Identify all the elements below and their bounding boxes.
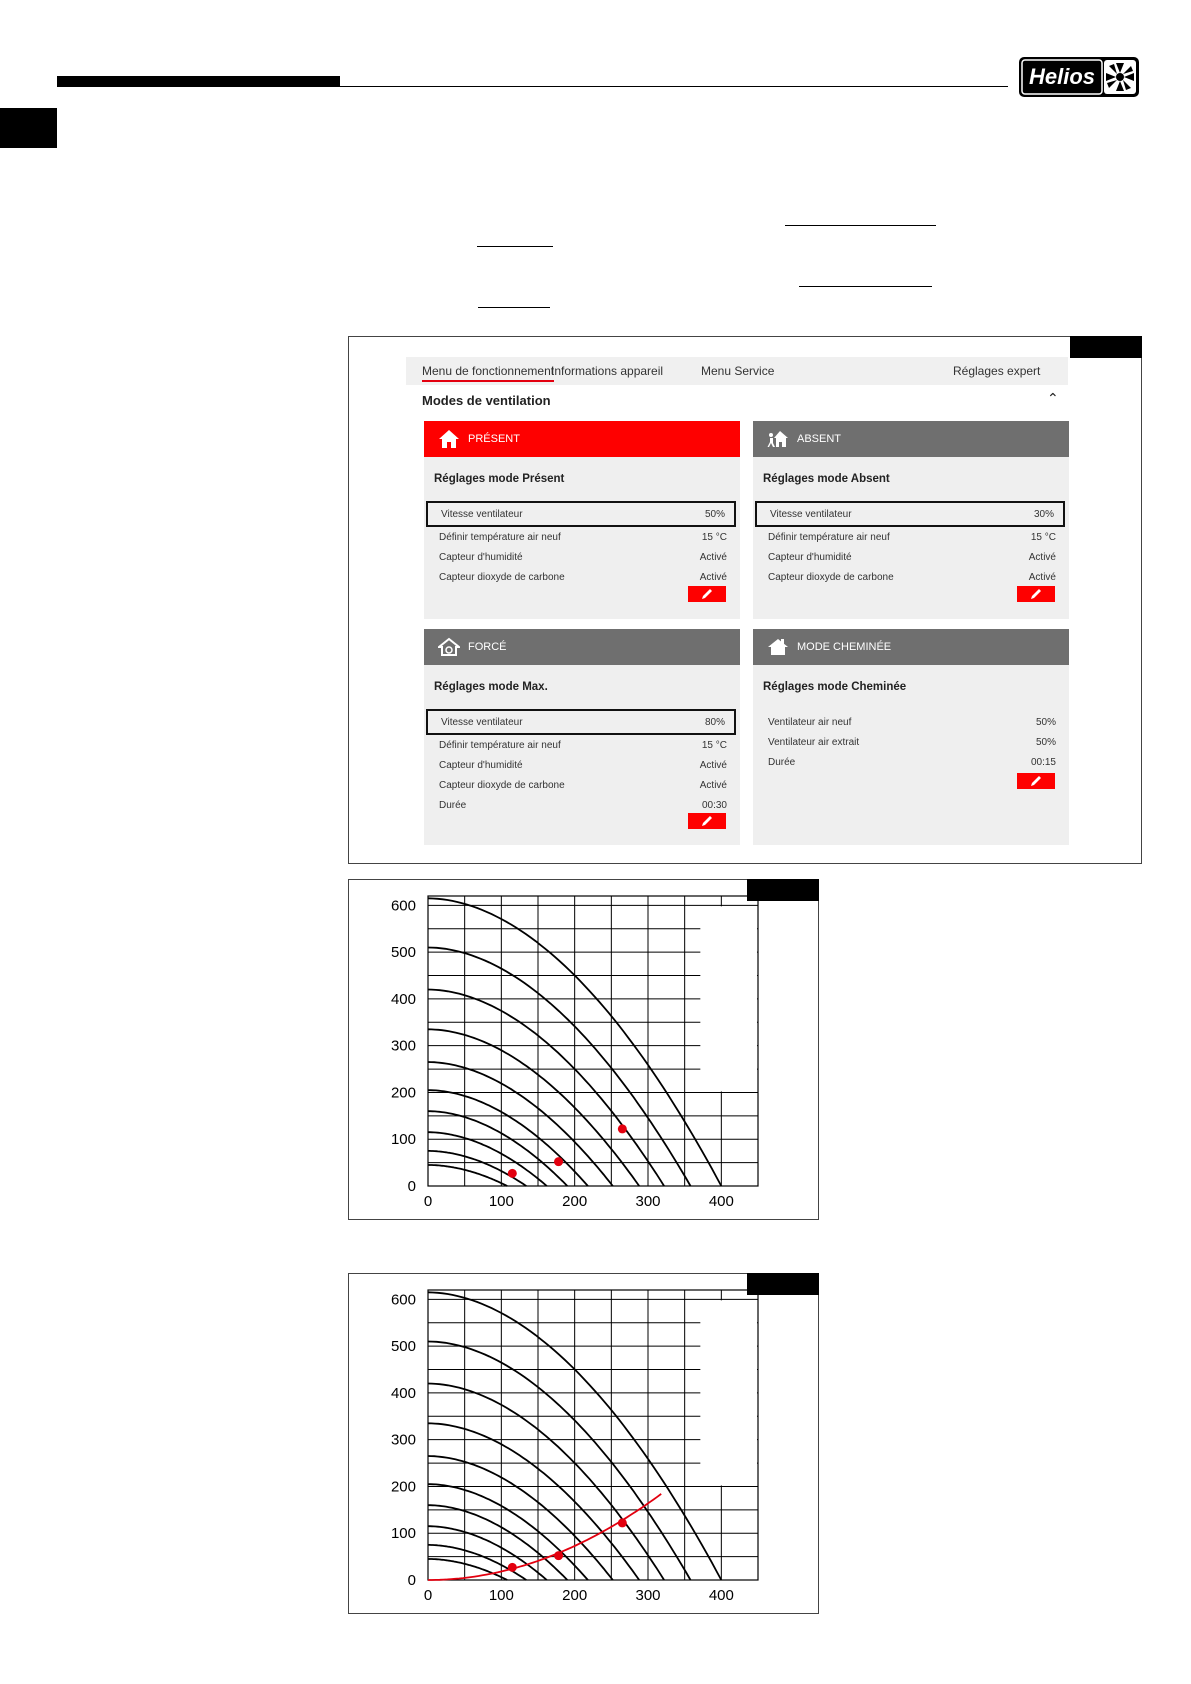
ui-screenshot (348, 336, 1142, 864)
y-tick-label: 100 (390, 1525, 416, 1543)
x-tick-label: 100 (488, 1587, 514, 1604)
underline-mark (785, 225, 936, 226)
setting-row (755, 547, 1065, 567)
chart-fan-curves-2 (348, 1273, 819, 1614)
setting-value: 15 °C (1030, 531, 1056, 543)
edit-present-button[interactable] (688, 586, 726, 602)
y-tick-label: 200 (390, 1084, 416, 1102)
card-force-header[interactable] (424, 629, 740, 665)
setting-row (426, 567, 736, 587)
y-tick-label: 300 (390, 1431, 416, 1449)
setting-label: Vitesse ventilateur (770, 508, 852, 520)
setting-row (426, 775, 736, 795)
card-cheminee (753, 629, 1069, 845)
setting-value: Activé (699, 779, 727, 791)
setting-value: 50% (704, 508, 725, 520)
house-icon (438, 429, 460, 449)
section-title: Modes de ventilation (422, 393, 551, 408)
x-tick-label: 400 (708, 1587, 734, 1604)
x-tick-label: 200 (562, 1587, 588, 1604)
card-absent-title: Réglages mode Absent (763, 473, 890, 485)
setting-value: 30% (1033, 508, 1054, 520)
edit-cheminee-button[interactable] (1017, 773, 1055, 789)
chart-svg (349, 1274, 820, 1615)
operating-point (554, 1157, 563, 1166)
setting-row (426, 755, 736, 775)
y-tick-label: 500 (390, 944, 416, 962)
house-fan-icon (438, 637, 460, 657)
pencil-icon (1029, 588, 1043, 600)
svg-text:Helios: Helios (1028, 64, 1096, 89)
x-tick-label: 200 (562, 1193, 588, 1210)
tab-menu-fonctionnement[interactable]: Menu de fonctionnement (422, 364, 554, 382)
card-force-title: Réglages mode Max. (434, 681, 548, 693)
card-force (424, 629, 740, 845)
underline-mark (799, 286, 932, 287)
header-bar (57, 76, 340, 87)
setting-label: Capteur dioxyde de carbone (439, 779, 565, 791)
setting-label: Ventilateur air neuf (768, 716, 852, 728)
setting-value: Activé (1028, 551, 1056, 563)
setting-row (426, 547, 736, 567)
setting-row (755, 567, 1065, 587)
setting-label: Capteur d'humidité (439, 551, 523, 563)
operating-point (618, 1518, 627, 1527)
setting-value: 00:15 (1030, 756, 1056, 768)
helios-logo (1018, 56, 1140, 98)
x-tick-label: 300 (635, 1193, 661, 1210)
setting-label: Définir température air neuf (439, 739, 561, 751)
pencil-icon (700, 815, 714, 827)
setting-label: Capteur dioxyde de carbone (768, 571, 894, 583)
card-cheminee-label: MODE CHEMINÉE (797, 641, 892, 653)
card-cheminee-header[interactable] (753, 629, 1069, 665)
setting-row[interactable] (755, 501, 1065, 527)
setting-label: Capteur d'humidité (768, 551, 852, 563)
setting-row (755, 732, 1065, 752)
figure-tag (747, 1273, 819, 1295)
pencil-icon (1029, 775, 1043, 787)
y-tick-label: 300 (390, 1037, 416, 1055)
y-tick-label: 600 (390, 897, 416, 915)
setting-row[interactable] (426, 501, 736, 527)
setting-value: 15 °C (701, 531, 727, 543)
operating-point (618, 1124, 627, 1133)
x-tick-label: 400 (708, 1193, 734, 1210)
edit-absent-button[interactable] (1017, 586, 1055, 602)
fan-curve (428, 1342, 691, 1581)
legend-area (700, 906, 757, 1091)
underline-mark (478, 307, 550, 308)
fan-curve (428, 1151, 526, 1186)
legend-area (700, 1300, 757, 1485)
setting-label: Durée (768, 756, 796, 768)
setting-row (755, 752, 1065, 772)
x-tick-label: 0 (423, 1587, 433, 1604)
setting-row (426, 735, 736, 755)
card-present-header[interactable] (424, 421, 740, 457)
figure-tag (747, 879, 819, 901)
y-tick-label: 500 (390, 1338, 416, 1356)
operating-point (508, 1563, 517, 1572)
pencil-icon (700, 588, 714, 600)
operating-point (508, 1169, 517, 1178)
tab-menu-service[interactable]: Menu Service (701, 364, 775, 378)
card-present-title: Réglages mode Présent (434, 473, 565, 485)
setting-row (755, 527, 1065, 547)
setting-label: Définir température air neuf (768, 531, 890, 543)
top-nav (406, 357, 1068, 385)
setting-value: Activé (699, 551, 727, 563)
fan-curve (428, 1545, 526, 1580)
setting-value: Activé (699, 759, 727, 771)
setting-row (755, 712, 1065, 732)
header-rule (340, 86, 1008, 87)
x-tick-label: 100 (488, 1193, 514, 1210)
chart-fan-curves-1 (348, 879, 819, 1220)
figure-tag (1070, 336, 1142, 358)
fan-curve (428, 1505, 567, 1580)
collapse-chevron-icon[interactable]: ⌃ (1047, 390, 1059, 406)
setting-label: Vitesse ventilateur (441, 716, 523, 728)
setting-row[interactable] (426, 709, 736, 735)
house-walking-icon (767, 429, 789, 449)
setting-row (426, 795, 736, 815)
setting-value: 00:30 (701, 799, 727, 811)
card-absent-header[interactable] (753, 421, 1069, 457)
card-cheminee-title: Réglages mode Cheminée (763, 681, 907, 693)
x-tick-label: 300 (635, 1587, 661, 1604)
card-present (424, 421, 740, 619)
y-tick-label: 400 (390, 990, 416, 1008)
edit-force-button[interactable] (688, 813, 726, 829)
setting-value: 50% (1035, 716, 1056, 728)
setting-value: 80% (704, 716, 725, 728)
card-force-label: FORCÉ (468, 641, 507, 653)
setting-label: Définir température air neuf (439, 531, 561, 543)
setting-row (426, 527, 736, 547)
setting-value: Activé (1028, 571, 1056, 583)
setting-label: Durée (439, 799, 467, 811)
tab-informations-appareil[interactable]: Informations appareil (551, 364, 664, 378)
x-tick-label: 0 (423, 1193, 433, 1210)
y-tick-label: 100 (390, 1131, 416, 1149)
setting-value: 15 °C (701, 739, 727, 751)
operating-point (554, 1551, 563, 1560)
setting-label: Capteur d'humidité (439, 759, 523, 771)
card-present-label: PRÉSENT (468, 433, 520, 445)
underline-mark (477, 246, 553, 247)
fan-curve (428, 948, 691, 1187)
y-tick-label: 0 (407, 1178, 416, 1195)
y-tick-label: 600 (390, 1291, 416, 1309)
card-absent-label: ABSENT (797, 433, 842, 445)
y-tick-label: 400 (390, 1384, 416, 1402)
setting-label: Vitesse ventilateur (441, 508, 523, 520)
tab-reglages-expert[interactable]: Réglages expert (953, 364, 1041, 378)
y-tick-label: 0 (407, 1572, 416, 1589)
language-tab (0, 108, 57, 148)
setting-label: Ventilateur air extrait (768, 736, 860, 748)
fan-curve (428, 1111, 567, 1186)
setting-value: 50% (1035, 736, 1056, 748)
setting-label: Capteur dioxyde de carbone (439, 571, 565, 583)
card-absent (753, 421, 1069, 619)
y-tick-label: 200 (390, 1478, 416, 1496)
house-chimney-icon (767, 637, 789, 657)
setting-value: Activé (699, 571, 727, 583)
chart-svg (349, 880, 820, 1221)
